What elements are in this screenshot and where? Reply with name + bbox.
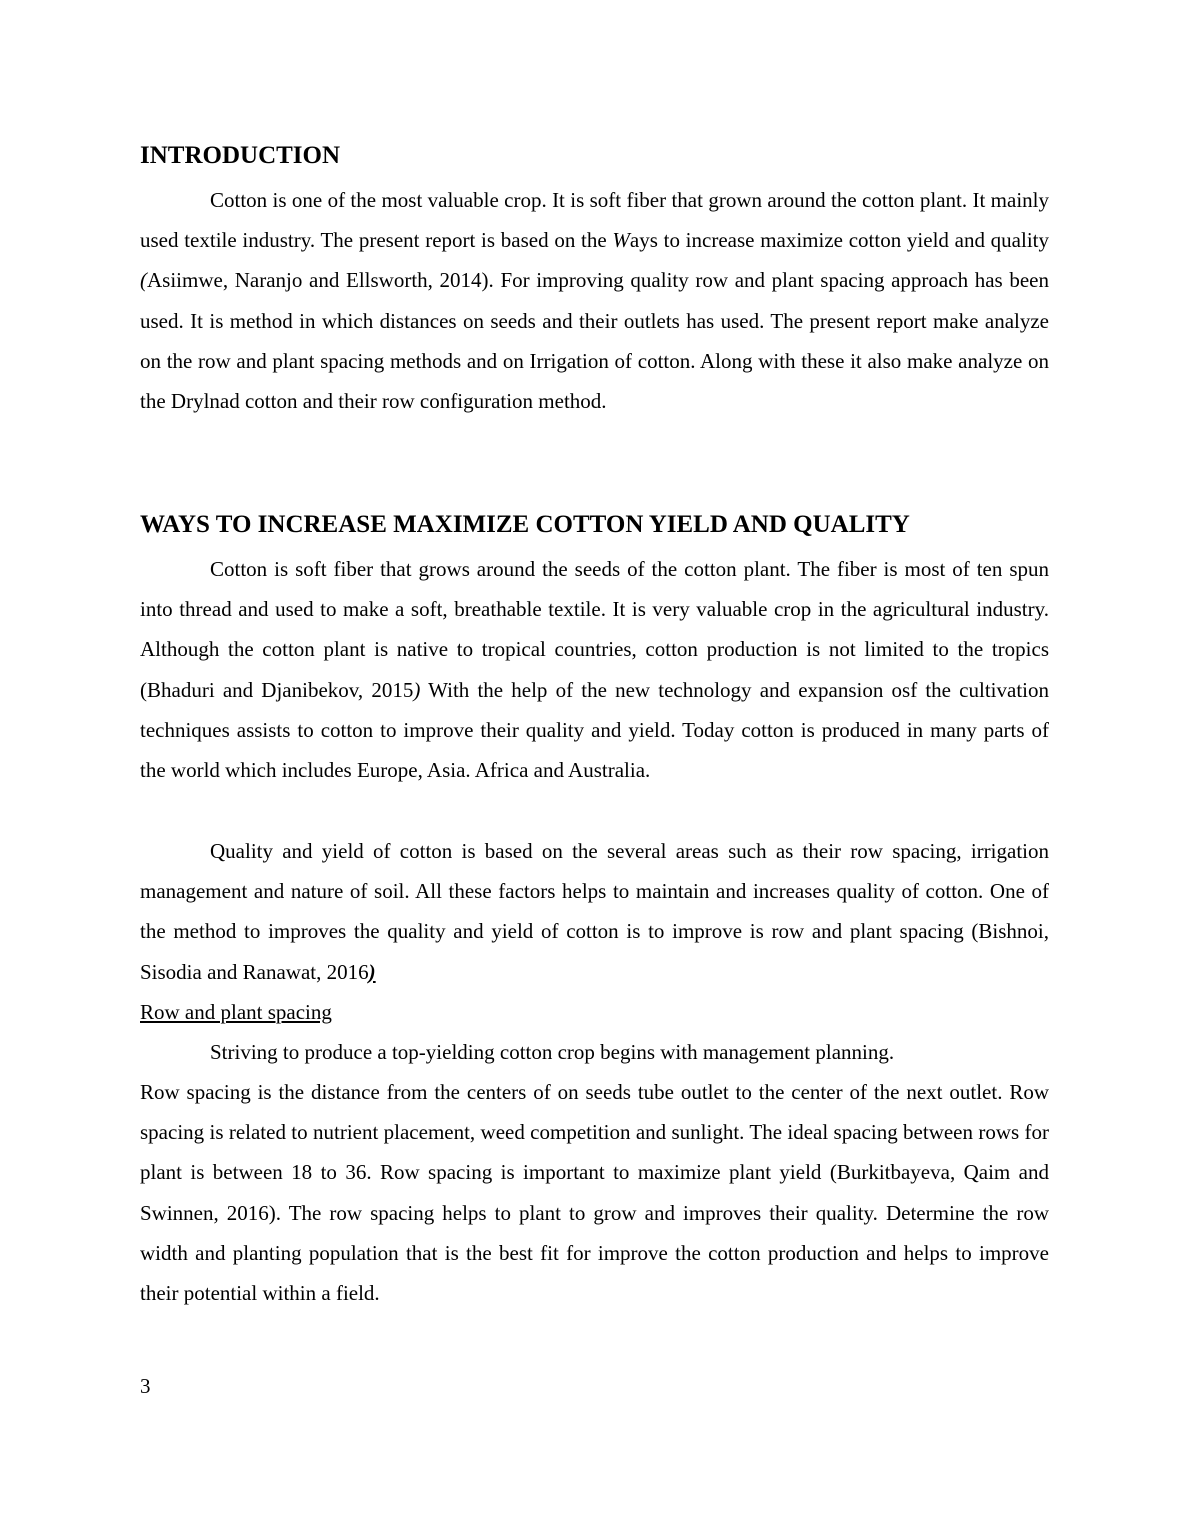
- ways-p2-paren: ): [368, 959, 376, 984]
- ways-p2-text-a: Quality and yield of cotton is based on the several areas such as their row spacing, irrigation management and nature of soil. All these factors helps to maintain and increases quality of cotton. One of the method to improves the quality and yield of cotton is to improve is row and plant spacing (Bishnoi, Sisodia and Ranawat, 2016: [140, 839, 1049, 984]
- intro-text-w: W: [612, 228, 630, 253]
- intro-text-paren: (: [140, 268, 147, 293]
- ways-paragraph-1: [140, 549, 1049, 790]
- intro-text-c: Asiimwe, Naranjo and Ellsworth, 2014). For improving quality row and plant spacing approach has been used. It is method in which distances on seeds and their outlets has used. The present report make analyze on the row and plant spacing methods and on Irrigation of cotton. Along with these it also make analyze on the Drylnad cotton and their row configuration method.: [140, 268, 1049, 414]
- ways-p1-text-a: Cotton is soft fiber that grows around the seeds of the cotton plant. The fiber is most of ten spun into thread and used to make a soft, breathable textile. It is very valuable crop in the agricultural industry. Although the cotton plant is native to tropical countries, cotton production is not limited to the tropics (Bhaduri and Djanibekov, 2015: [140, 557, 1049, 702]
- row-spacing-paragraph-2: Row spacing is the distance from the centers of on seeds tube outlet to the center of the next outlet. Row spacing is related to nutrient placement, weed competition and sunlight. The ideal spacing between rows for plant is between 18 to 36. Row spacing is important to maximize plant yield (Burkitbayeva, Qaim and Swinnen, 2016). The row spacing helps to plant to grow and improves their quality. Determine the row width and planting population that is the best fit for improve the cotton production and helps to improve their potential within a field.: [140, 1080, 1049, 1306]
- ways-paragraph-2: [140, 831, 1049, 992]
- ways-p1-text-b: With the help of the new technology and expansion osf the cultivation techniques assists to cotton to improve their quality and yield. Today cotton is produced in many parts of the world which includes Europe, Asia. Africa and Australia.: [140, 677, 1049, 783]
- page-number: 3: [140, 1374, 151, 1398]
- intro-text-a: Cotton is one of the most valuable crop. It is soft fiber that grown around the cotton plant. It mainly used textile industry. The present report is based on the: [140, 188, 1049, 253]
- ways-heading: WAYS TO INCREASE MAXIMIZE COTTON YIELD AND QUALITY: [140, 511, 910, 538]
- intro-text-b: ays to increase maximize cotton yield and quality: [629, 228, 1049, 253]
- introduction-paragraph: [140, 180, 1049, 421]
- ways-p1-paren: ): [413, 677, 421, 702]
- row-spacing-subheading: Row and plant spacing: [140, 1000, 332, 1024]
- row-spacing-paragraph-1: Striving to produce a top-yielding cotton crop begins with management planning.: [210, 1040, 895, 1064]
- introduction-heading: INTRODUCTION: [140, 142, 341, 169]
